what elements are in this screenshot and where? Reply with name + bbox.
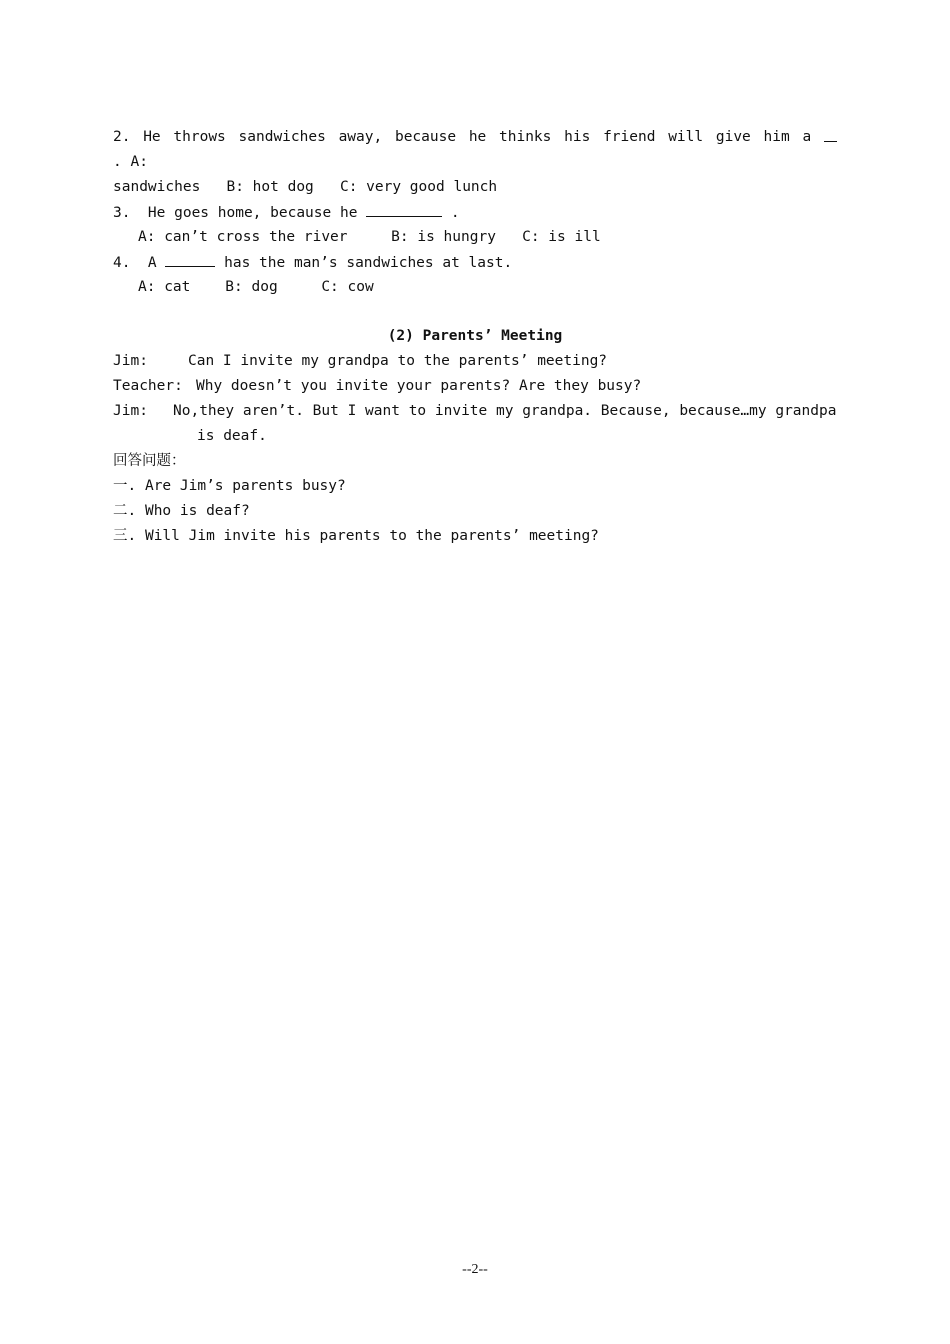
q4-line bbox=[113, 252, 512, 273]
answer-blank bbox=[366, 202, 442, 217]
answer-blank bbox=[824, 127, 837, 142]
q2-word: his bbox=[564, 129, 591, 145]
q2-word: give bbox=[715, 129, 751, 145]
q2-word: him bbox=[763, 129, 790, 145]
dialog-speaker: Teacher: bbox=[113, 378, 183, 394]
dialog-line bbox=[113, 351, 607, 371]
q2-word: a bbox=[802, 129, 812, 145]
q4-text-after: has the man’s sandwiches at last. bbox=[215, 255, 513, 271]
q3-text-before: 3. He goes home, because he bbox=[113, 205, 367, 221]
q2-continuation: . A: bbox=[113, 154, 148, 170]
question-item: 一. Are Jim’s parents busy? bbox=[113, 478, 346, 494]
q2-options: sandwiches B: hot dog C: very good lunch bbox=[113, 179, 498, 195]
q2-word: he bbox=[468, 129, 487, 145]
q2-word: will bbox=[668, 129, 704, 145]
dialog-line bbox=[113, 376, 641, 396]
q2-word: thinks bbox=[499, 129, 552, 145]
dialog-text: No,they aren’t. But I want to invite my grandpa. Because, because…my grandpa bbox=[173, 403, 837, 419]
q2-word: away, bbox=[338, 129, 383, 145]
q2-word: friend bbox=[603, 129, 656, 145]
question-item: 三. Will Jim invite his parents to the parents’ meeting? bbox=[113, 528, 599, 544]
q2-word: because bbox=[394, 129, 457, 145]
page-number: --2-- bbox=[462, 1262, 488, 1277]
q2-word: sandwiches bbox=[238, 129, 326, 145]
dialog-line bbox=[113, 401, 836, 421]
dialog-text: Why doesn’t you invite your parents? Are they busy? bbox=[196, 378, 642, 394]
dialog-speaker: Jim: bbox=[113, 403, 148, 419]
answer-blank bbox=[165, 252, 215, 267]
questions-prompt: 回答问题： bbox=[113, 453, 186, 469]
q4-options: A: cat B: dog C: cow bbox=[138, 279, 374, 295]
q3-text-after: . bbox=[442, 205, 460, 221]
dialog-text: Can I invite my grandpa to the parents’ meeting? bbox=[188, 353, 608, 369]
q2-word: throws bbox=[173, 129, 226, 145]
q2-word: He bbox=[143, 129, 161, 145]
dialog-speaker: Jim: bbox=[113, 353, 148, 369]
q2-word: 2. bbox=[113, 129, 131, 145]
q3-options: A: can’t cross the river B: is hungry C: is ill bbox=[138, 229, 601, 245]
question-item: 二. Who is deaf? bbox=[113, 503, 250, 519]
section-title: (2) Parents’ Meeting bbox=[387, 328, 563, 344]
q4-text-before: 4. A bbox=[113, 255, 166, 271]
q3-line bbox=[113, 202, 460, 223]
q2-line bbox=[113, 127, 837, 147]
dialog-continuation: is deaf. bbox=[197, 428, 267, 444]
